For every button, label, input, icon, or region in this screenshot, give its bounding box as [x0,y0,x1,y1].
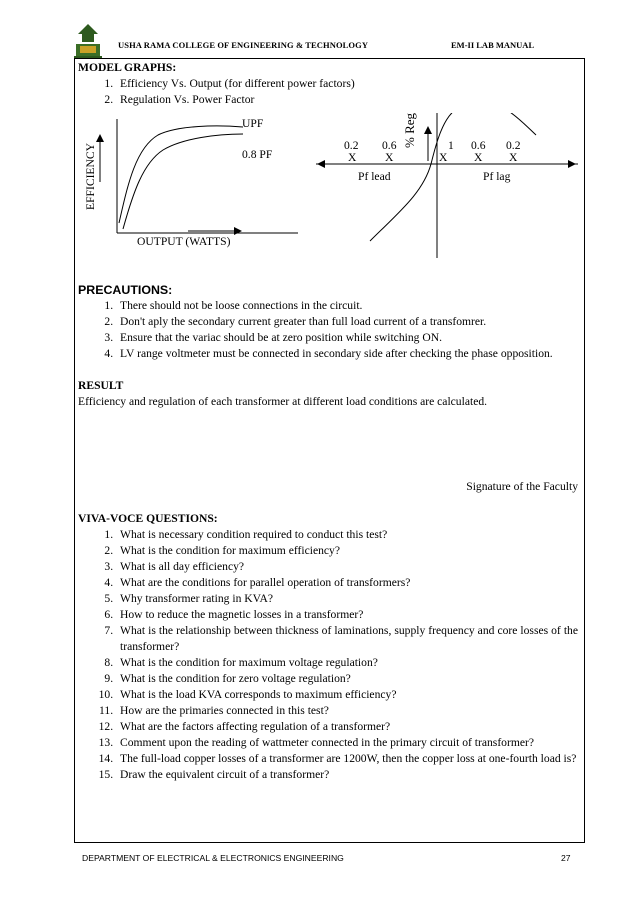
faculty-signature: Signature of the Faculty [466,480,578,493]
pf-value-lead-02: 0.2 [344,139,359,152]
list-item: 10. What is the load KVA corresponds to maximum efficiency? [116,687,578,703]
list-item: 1. Efficiency Vs. Output (for different power factors) [116,76,578,92]
list-item: 14. The full-load copper losses of a transformer are 1200W, then the copper loss at one-fourth load is? [116,751,578,767]
list-item: 2. What is the condition for maximum efficiency? [116,543,578,559]
pf-mark: X [439,151,448,164]
viva-questions-list [78,527,578,783]
list-item: 8. What is the condition for maximum voltage regulation? [116,655,578,671]
list-item: 12. What are the factors affecting regulation of a transformer? [116,719,578,735]
page-number: 27 [561,853,571,863]
list-item: 15. Draw the equivalent circuit of a transformer? [116,767,578,783]
list-item: 2. Don't aply the secondary current greater than full load current of a transfomrer. [116,314,578,330]
list-item: 11. How are the primaries connected in this test? [116,703,578,719]
model-graphs-list [78,76,578,108]
list-item: 9. What is the condition for zero voltage regulation? [116,671,578,687]
regulation-curve [370,113,536,241]
list-item: 4. What are the conditions for parallel operation of transformers? [116,575,578,591]
list-item: 1. There should not be loose connections in the circuit. [116,298,578,314]
page-content [78,60,578,783]
list-item: 1. What is necessary condition required to conduct this test? [116,527,578,543]
list-item: 4. LV range voltmeter must be connected in secondary side after checking the phase opposition. [116,346,578,362]
result-heading: RESULT [78,379,124,392]
list-item: 13. Comment upon the reading of wattmeter connected in the primary circuit of transformer? [116,735,578,751]
model-graphs-heading: MODEL GRAPHS: [78,61,177,74]
model-graphs-figure [78,113,578,263]
manual-title: EM-II LAB MANUAL [451,40,535,50]
efficiency-axis-label: EFFICIENCY [84,143,97,210]
pf-value-lag-02: 0.2 [506,139,521,152]
footer-divider [74,842,585,843]
regulation-axis-label: % Reg [402,112,417,148]
list-item: 6. How to reduce the magnetic losses in a transformer? [116,607,578,623]
pf-mark: X [509,151,518,164]
upf-curve [119,126,243,223]
list-item: 7. What is the relationship between thickness of laminations, supply frequency and core losses of the transformer? [116,623,578,655]
list-item: 3. What is all day efficiency? [116,559,578,575]
pf-value-lead-06: 0.6 [382,139,397,152]
upf-label: UPF [242,117,264,130]
pf-mark: X [348,151,357,164]
footer-department: DEPARTMENT OF ELECTRICAL & ELECTRONICS ENGINEERING [82,853,344,863]
college-logo-icon [70,22,106,60]
result-text: Efficiency and regulation of each transformer at different load conditions are calculated. [78,395,488,408]
college-name: USHA RAMA COLLEGE OF ENGINEERING & TECHNOLOGY [118,40,369,50]
list-item: 2. Regulation Vs. Power Factor [116,92,578,108]
pf-lag-label: Pf lag [483,170,511,183]
output-axis-label: OUTPUT (WATTS) [137,235,231,248]
pf-mark: X [474,151,483,164]
viva-heading: VIVA-VOCE QUESTIONS: [78,512,218,525]
pf-value-unity: 1 [448,139,454,152]
precautions-list [78,298,578,362]
list-item: 3. Ensure that the variac should be at zero position while switching ON. [116,330,578,346]
pf-value-lag-06: 0.6 [471,139,486,152]
pf-08-curve [123,134,243,229]
precautions-heading: PRECAUTIONS: [78,283,173,297]
pf-mark: X [385,151,394,164]
pf-08-label: 0.8 PF [242,148,273,161]
pf-lead-label: Pf lead [358,170,391,183]
list-item: 5. Why transformer rating in KVA? [116,591,578,607]
